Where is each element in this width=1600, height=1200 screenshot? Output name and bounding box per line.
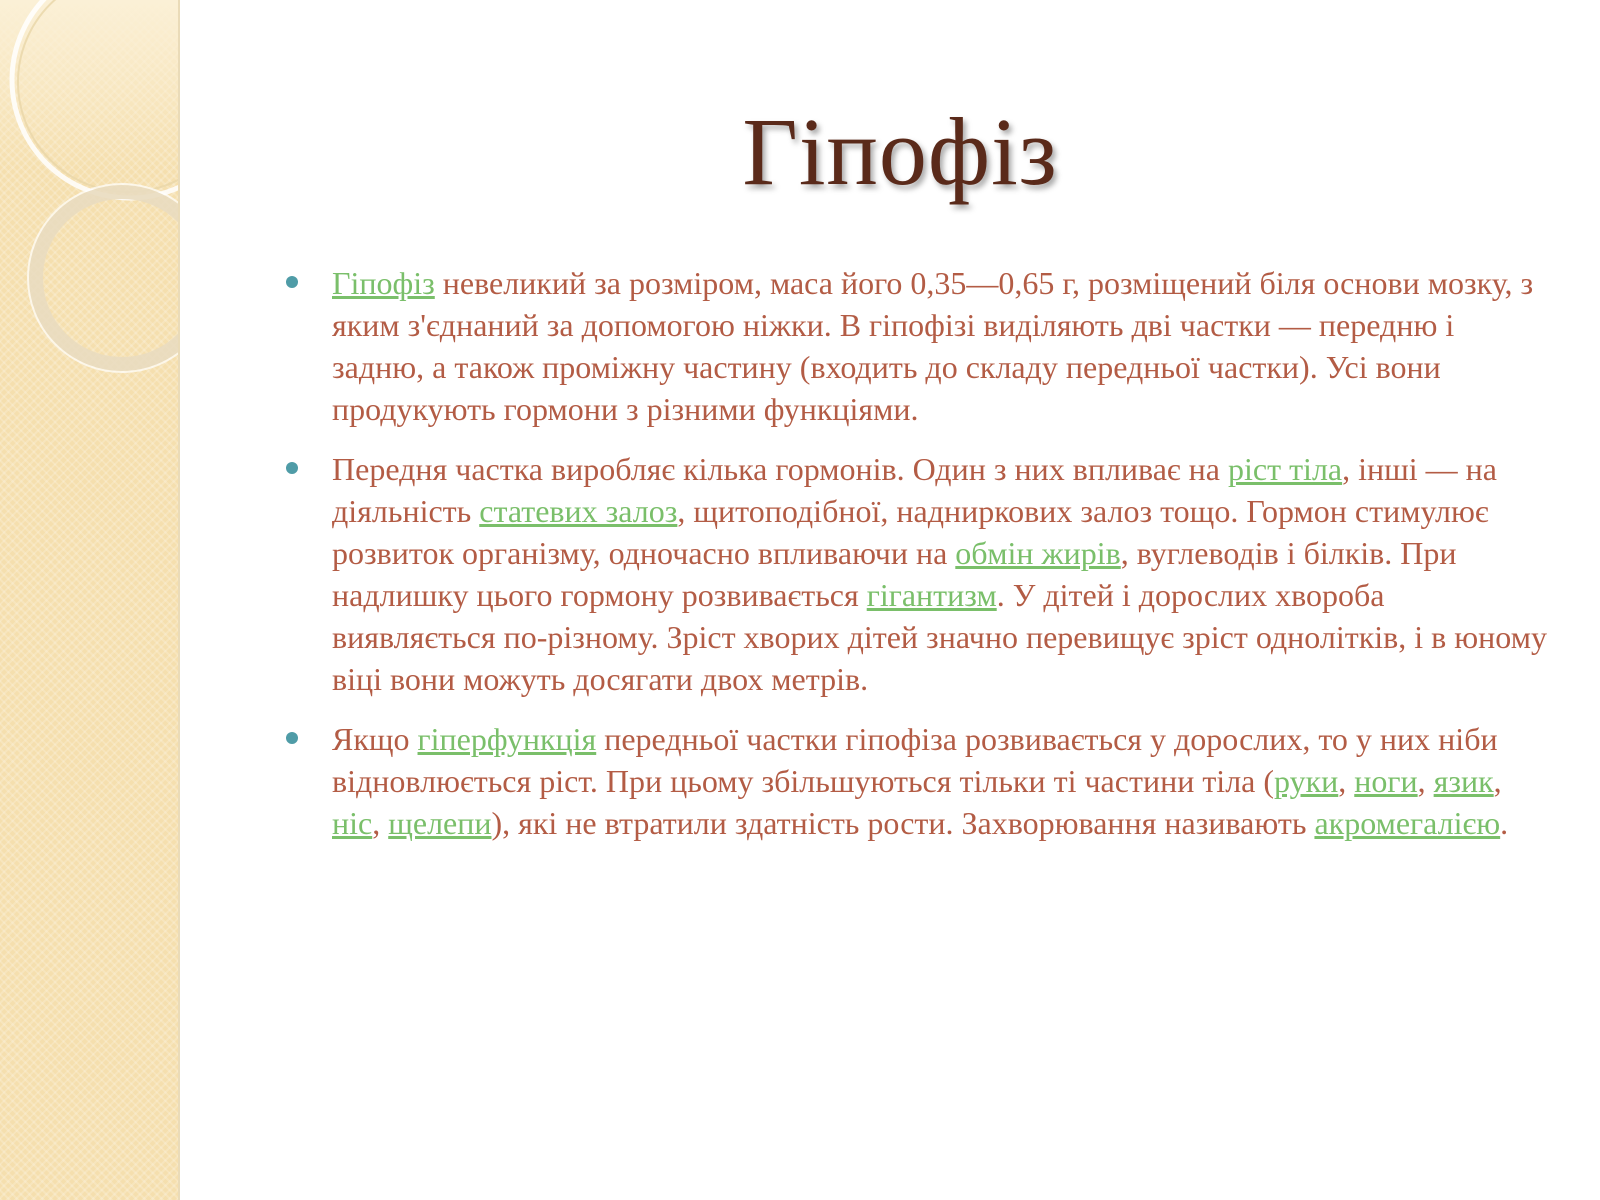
decorative-circles <box>0 0 178 1200</box>
paragraph-text: , <box>1417 763 1434 799</box>
hyperlink[interactable]: статевих залоз <box>479 493 678 529</box>
hyperlink[interactable]: ріст тіла <box>1227 451 1343 487</box>
paragraph-text: , вуглеводів і білків. При надлишку цього гормону розвивається <box>332 535 1457 613</box>
paragraph-text: невеликий за розміром, маса його 0,35—0,65 г, розміщений біля основи мозку, з яким з'єднаний за допомогою ніжки. В гіпофізі виділяють дві частки — передню і задню, а також проміжну частину (входить до складу передньої частки). Усі вони продукують гормони з різними функціями. <box>332 265 1534 427</box>
hyperlink[interactable]: гіперфункція <box>417 721 597 757</box>
paragraph-text: . У дітей і дорослих хвороба виявляється по-різному. Зріст хворих дітей значно перевищує зріст однолітків, і в юному віці вони можуть досягати двох метрів. <box>332 577 1547 697</box>
paragraph-text: передньої частки гіпофіза розвивається у дорослих, то у них ніби відновлюється ріст. При цьому збільшуються тільки ті частини тіла ( <box>332 721 1498 799</box>
hyperlink[interactable]: ніс <box>332 805 373 841</box>
paragraph-text: , <box>1338 763 1355 799</box>
decorative-ring-large-shadow <box>18 0 178 192</box>
hyperlink[interactable]: гігантизм <box>866 577 997 613</box>
bullet-paragraph <box>280 718 1550 844</box>
hyperlink[interactable]: Гіпофіз <box>332 265 435 301</box>
bullet-dot-icon <box>286 276 298 288</box>
decorative-ring-large <box>12 0 178 198</box>
decorative-ring-small-outline <box>28 184 178 372</box>
paragraph-text: Передня частка виробляє кілька гормонів. Один з них впливає на <box>332 451 1228 487</box>
bullet-list <box>280 262 1550 862</box>
hyperlink[interactable]: обмін жирів <box>955 535 1121 571</box>
paragraph-text: , <box>372 805 389 841</box>
bullet-dot-icon <box>286 462 298 474</box>
bullet-paragraph <box>280 448 1550 700</box>
hyperlink[interactable]: ноги <box>1354 763 1418 799</box>
decorative-ring-small <box>36 192 178 364</box>
hyperlink[interactable]: акромегалією <box>1314 805 1501 841</box>
hyperlink[interactable]: щелепи <box>388 805 492 841</box>
slide-title: Гіпофіз <box>742 98 1058 205</box>
paragraph-text: , інші — на діяльність <box>332 451 1497 529</box>
paragraph-text: . <box>1500 805 1509 841</box>
decorative-sidebar <box>0 0 180 1200</box>
bullet-dot-icon <box>286 732 298 744</box>
paragraph-text: , <box>1493 763 1502 799</box>
bullet-paragraph <box>280 262 1550 430</box>
paragraph-text: , щитоподібної, надниркових залоз тощо. Гормон стимулює розвиток організму, одночасно впливаючи на <box>332 493 1489 571</box>
paragraph-text: Якщо <box>332 721 418 757</box>
hyperlink[interactable]: язик <box>1433 763 1494 799</box>
paragraph-text: ), які не втратили здатність рости. Захворювання називають <box>491 805 1315 841</box>
hyperlink[interactable]: руки <box>1274 763 1339 799</box>
